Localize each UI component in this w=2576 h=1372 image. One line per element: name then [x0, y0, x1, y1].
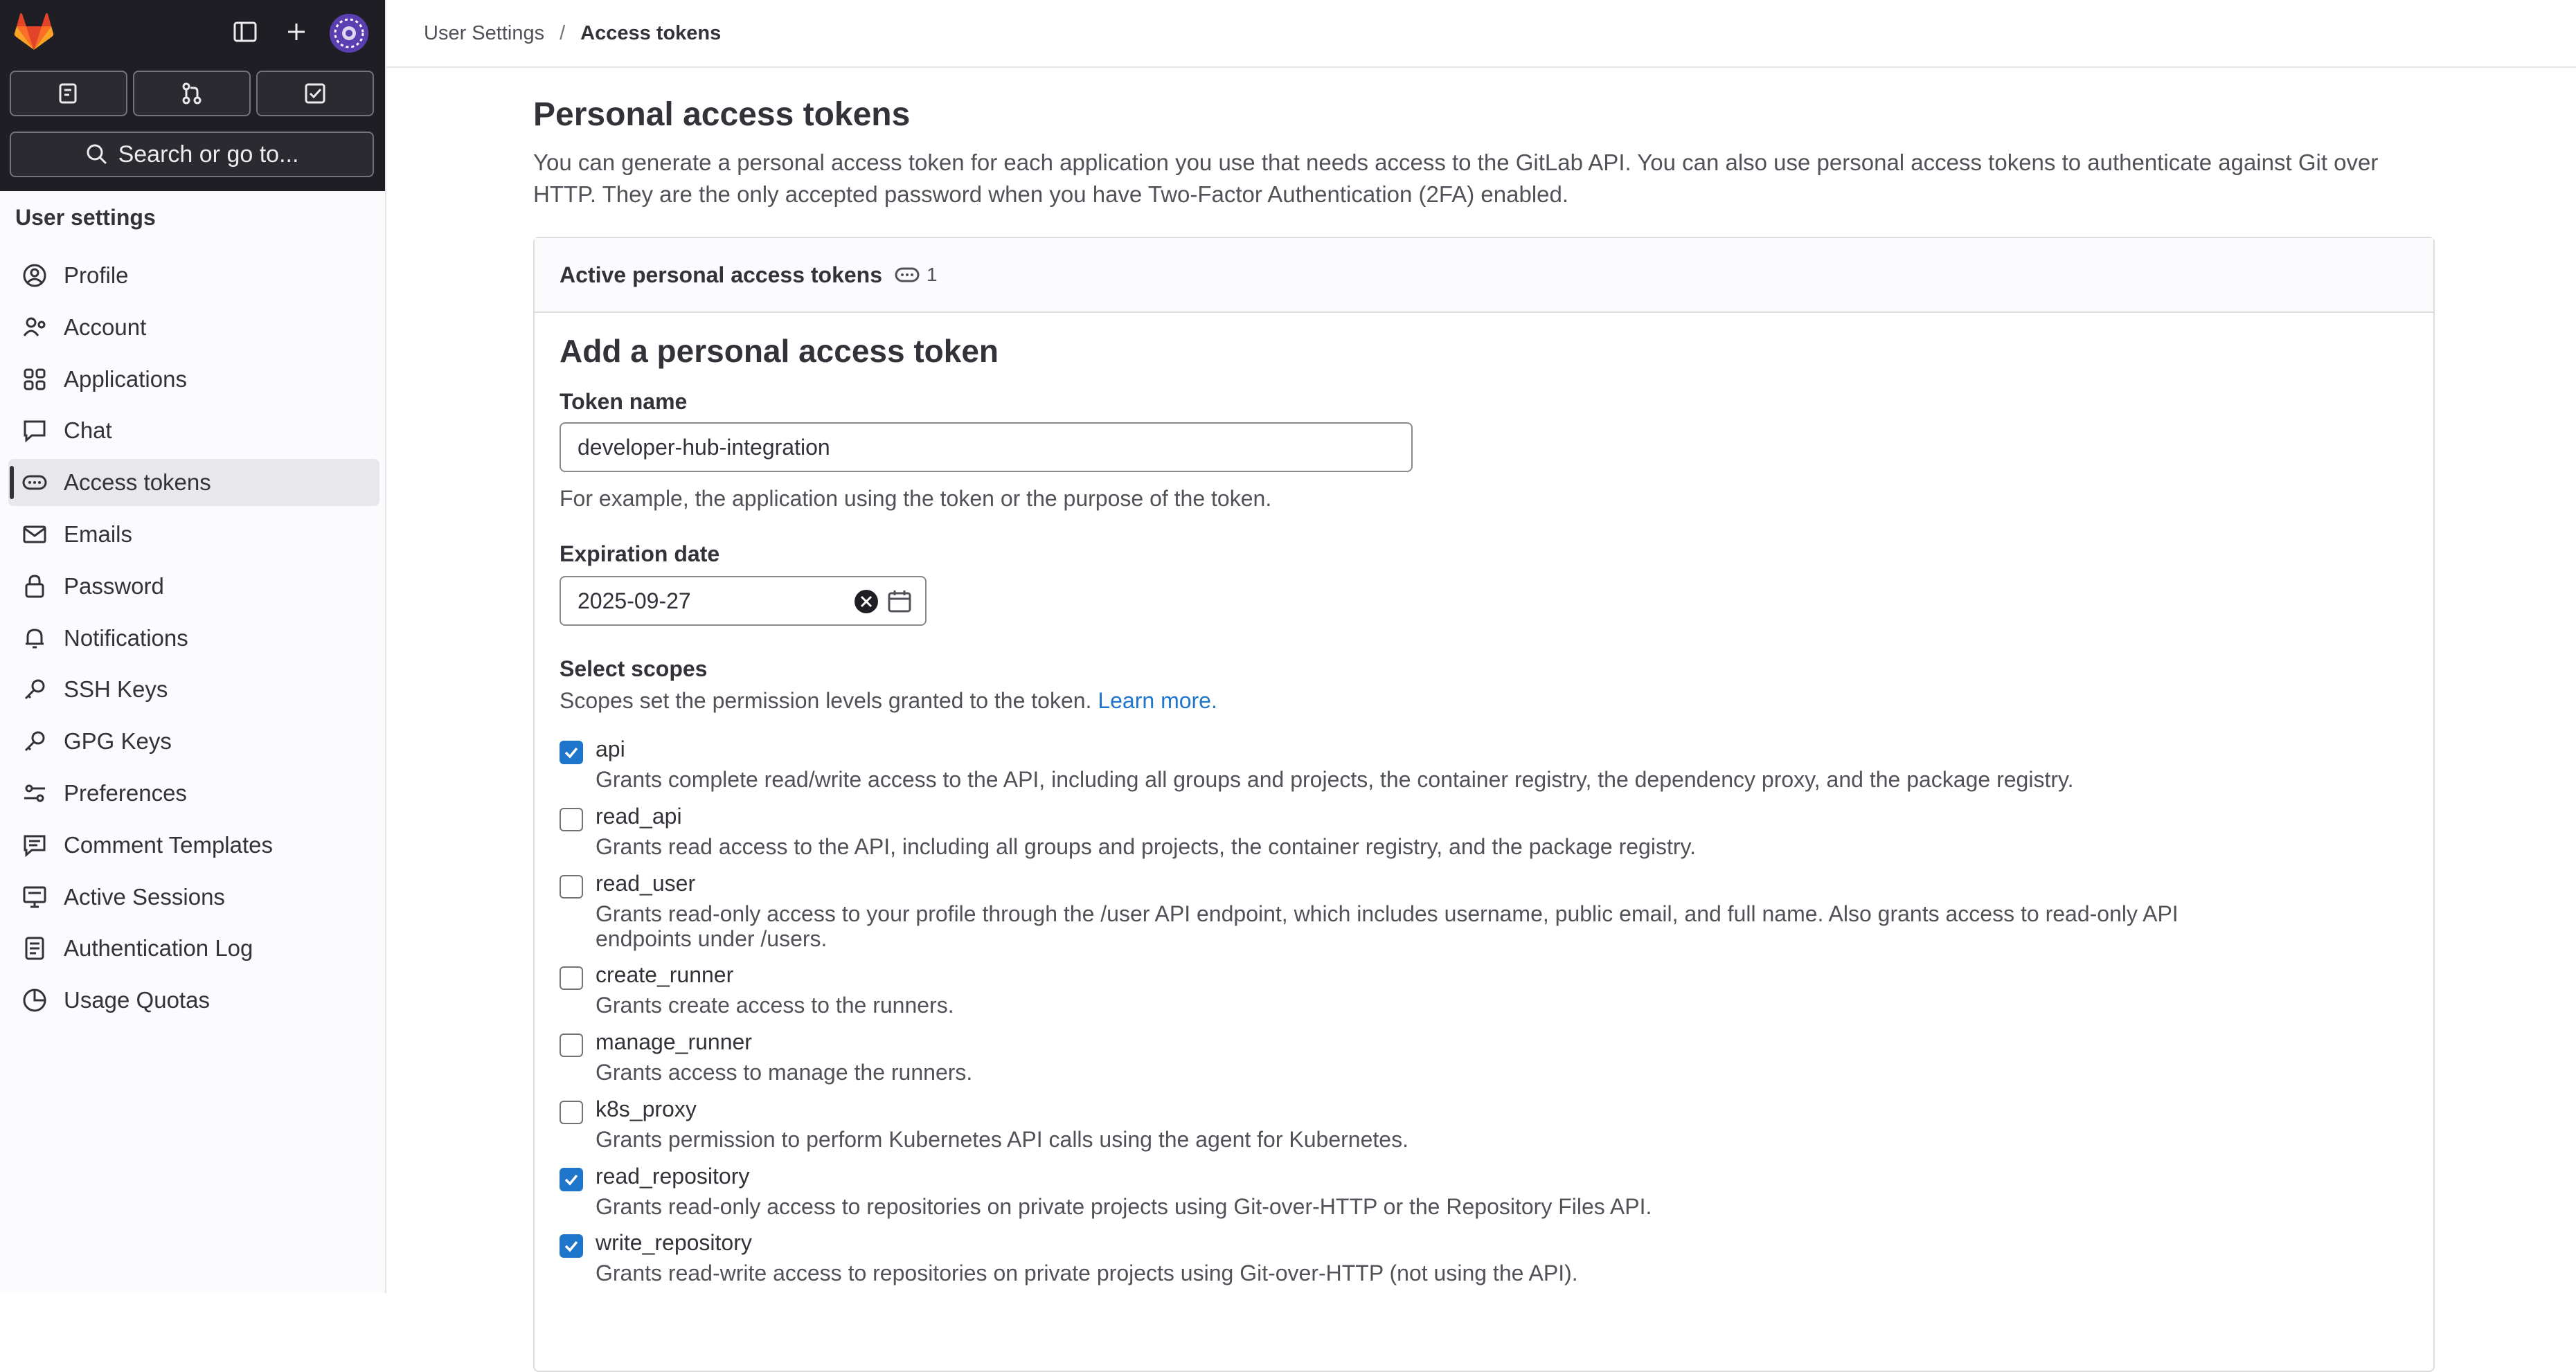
scope-checkbox[interactable] [560, 808, 583, 831]
create-new-icon[interactable] [280, 15, 313, 48]
sidebar-item-label: Notifications [64, 624, 188, 651]
learn-more-link[interactable]: Learn more. [1098, 688, 1217, 713]
profile-icon [19, 260, 50, 291]
comment-icon [19, 830, 50, 860]
scope-name[interactable]: create_runner [596, 962, 734, 987]
sidebar-item-access-tokens[interactable] [8, 459, 379, 506]
sidebar-item-notifications[interactable] [8, 615, 379, 662]
preferences-icon [19, 778, 50, 809]
sidebar-item-label: Comment Templates [64, 831, 274, 858]
scope-description: Grants create access to the runners. [596, 993, 954, 1018]
scope-name[interactable]: read_repository [596, 1164, 750, 1189]
scope-description: Grants read-write access to repositories on private projects using Git-over-HTTP (not using the API). [596, 1261, 1578, 1285]
key-icon [19, 726, 50, 757]
sidebar-item-label: Emails [64, 521, 133, 547]
sidebar-item-chat[interactable] [8, 407, 379, 454]
sidebar-item-label: Usage Quotas [64, 987, 210, 1013]
sidebar-item-profile[interactable] [8, 252, 379, 299]
monitor-icon [19, 882, 50, 912]
scope-name[interactable]: read_user [596, 871, 696, 896]
scope-description: Grants read-only access to your profile through the /user API endpoint, which includes username, public email, and full name. Also grants access to read-only API endpoints under /users. [596, 901, 2179, 951]
sidebar [0, 0, 386, 1293]
chat-icon [19, 415, 50, 446]
scope-checkbox[interactable] [560, 1168, 583, 1191]
breadcrumb-separator: / [560, 21, 566, 44]
sidebar-item-label: Preferences [64, 780, 187, 806]
scope-checkbox[interactable] [560, 1033, 583, 1057]
sidebar-item-label: Account [64, 314, 147, 340]
search-icon [85, 143, 109, 166]
token-name-input[interactable] [560, 422, 1413, 472]
token-name-label: Token name [560, 389, 688, 414]
user-avatar[interactable] [330, 14, 368, 53]
sidebar-item-applications[interactable] [8, 356, 379, 403]
applications-icon [19, 364, 50, 395]
log-icon [19, 933, 50, 964]
scope-description: Grants read access to the API, including all groups and projects, the container registry, and the package registry. [596, 834, 1697, 859]
scopes-help [560, 688, 1217, 714]
token-icon [19, 467, 50, 498]
merge-requests-button[interactable] [133, 71, 251, 116]
scope-description: Grants permission to perform Kubernetes API calls using the agent for Kubernetes. [596, 1127, 1408, 1152]
expiration-date-input[interactable] [560, 576, 927, 626]
sidebar-item-account[interactable] [8, 304, 379, 351]
scope-name[interactable]: k8s_proxy [596, 1096, 697, 1121]
scopes-help-text: Scopes set the permission levels granted to the token. [560, 688, 1092, 713]
sidebar-item-active-sessions[interactable] [8, 874, 379, 921]
sidebar-item-authentication-log[interactable] [8, 925, 379, 972]
sidebar-item-ssh-keys[interactable] [8, 666, 379, 713]
gitlab-logo-icon[interactable] [14, 12, 54, 51]
form-title: Add a personal access token [560, 333, 999, 369]
todo-button[interactable] [256, 71, 374, 116]
expiration-label: Expiration date [560, 541, 720, 566]
scope-description: Grants access to manage the runners. [596, 1060, 973, 1085]
sidebar-item-label: Profile [64, 262, 129, 288]
token-count [895, 264, 938, 286]
sidebar-item-label: Applications [64, 365, 187, 392]
quota-icon [19, 985, 50, 1016]
scope-description: Grants complete read/write access to the API, including all groups and projects, the container registry, the dependency proxy, and the package registry. [596, 767, 2074, 792]
sidebar-item-label: SSH Keys [64, 676, 168, 703]
bell-icon [19, 623, 50, 653]
sidebar-item-password[interactable] [8, 563, 379, 610]
search-button[interactable] [10, 132, 374, 177]
sidebar-item-label: Password [64, 572, 164, 599]
token-icon [895, 267, 920, 282]
scope-name[interactable]: manage_runner [596, 1029, 752, 1054]
scope-checkbox[interactable] [560, 1234, 583, 1258]
account-icon [19, 312, 50, 343]
issues-button[interactable] [10, 71, 127, 116]
breadcrumb-parent[interactable]: User Settings [424, 21, 545, 44]
breadcrumb-current[interactable]: Access tokens [580, 21, 722, 44]
scope-name[interactable]: read_api [596, 804, 682, 829]
card-header [535, 238, 2433, 313]
calendar-icon[interactable] [886, 588, 913, 615]
page-description: You can generate a personal access token for each application you use that needs access to the GitLab API. You can also use personal access tokens to authenticate against Git over HTTP. They are the only accepted password when you have Two-Factor Authentication (2FA) enabled. [533, 150, 2379, 207]
sidebar-item-label: Chat [64, 417, 112, 444]
page-title: Personal access tokens [533, 96, 911, 133]
sidebar-item-comment-templates[interactable] [8, 822, 379, 869]
sidebar-item-preferences[interactable] [8, 770, 379, 817]
token-name-help: For example, the application using the token or the purpose of the token. [560, 486, 1272, 511]
scope-checkbox[interactable] [560, 741, 583, 764]
clear-icon[interactable] [853, 588, 879, 615]
sidebar-item-emails[interactable] [8, 511, 379, 558]
sidebar-item-label: GPG Keys [64, 728, 172, 755]
scope-name[interactable]: api [596, 737, 625, 761]
scope-description: Grants read-only access to repositories on private projects using Git-over-HTTP or the Repository Files API. [596, 1194, 1652, 1219]
key-icon [19, 674, 50, 705]
sidebar-item-gpg-keys[interactable] [8, 718, 379, 765]
scope-checkbox[interactable] [560, 966, 583, 990]
sidebar-item-label: Access tokens [64, 469, 211, 496]
expiration-date-value: 2025-09-27 [578, 588, 691, 613]
sidebar-item-usage-quotas[interactable] [8, 977, 379, 1024]
scope-checkbox[interactable] [560, 875, 583, 899]
lock-icon [19, 571, 50, 602]
breadcrumb [386, 0, 2576, 68]
sidebar-toggle-icon[interactable] [229, 15, 262, 48]
sidebar-item-label: Active Sessions [64, 883, 225, 910]
scopes-label: Select scopes [560, 656, 708, 681]
scope-checkbox[interactable] [560, 1101, 583, 1124]
tokens-card [533, 237, 2435, 1372]
mail-icon [19, 519, 50, 550]
scope-name[interactable]: write_repository [596, 1230, 752, 1255]
token-count-value: 1 [927, 264, 938, 285]
card-title: Active personal access tokens [560, 262, 883, 287]
search-label: Search or go to... [118, 141, 299, 168]
sidebar-heading: User settings [15, 205, 156, 230]
sidebar-top-bar [0, 0, 385, 191]
sidebar-item-label: Authentication Log [64, 935, 253, 962]
